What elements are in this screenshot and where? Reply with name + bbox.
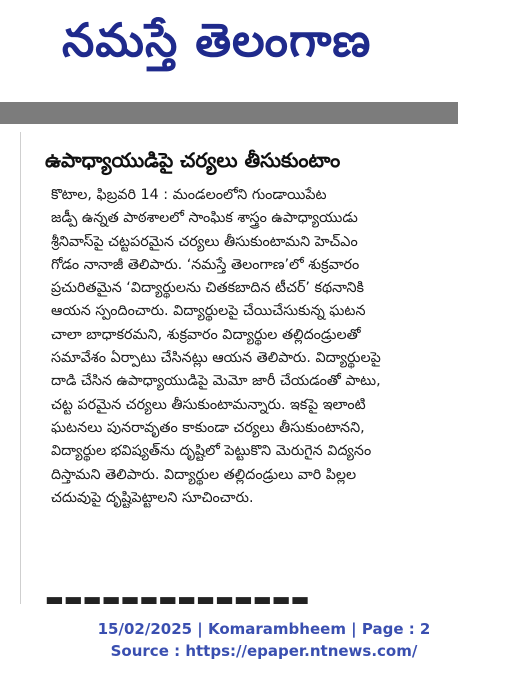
clipping-footer [0,618,528,662]
article-line: ప్రచురితమైన ‘విద్యార్థులను చితకబాదిన టీచర్‌’ కథనానికి [51,280,364,297]
news-clipping [20,132,492,604]
edition-info: 15/02/2025 | Komarambheem | Page : 2 [97,620,431,638]
article-line: విద్యార్థుల భవిష్యత్‌ను దృష్టిలో పెట్టుకొని మెరుగైన విద్యనం [51,443,372,460]
article-line: శ్రీనివాస్‌పై చట్టపరమైన చర్యలు తీసుకుంటామని హెచ్‌ఎం [51,233,358,250]
article-headline: ఉపాధ్యాయుడిపై చర్యలు తీసుకుంటాం [45,148,341,172]
next-article-headline-cut: ▬▬▬▬▬▬▬▬▬▬▬▬▬▬ [45,587,310,604]
header-divider-bar [0,102,458,124]
article-body [51,184,481,510]
article-line: ఘటనలు పునరావృతం కాకుండా చర్యలు తీసుకుంటానని, [51,419,365,436]
article-line: ఆయన స్పందించారు. విద్యార్థులపై చేయిచేసుకున్న ఘటన [51,303,366,320]
article-line: జడ్పీ ఉన్నత పాఠశాలలో సాంఘిక శాస్త్రం ఉపాధ్యాయుడు [51,210,358,227]
newspaper-masthead: నమస్తే తెలంగాణ [62,13,372,67]
article-line: గోడం నానాజీ తెలిపారు. ‘నమస్తే తెలంగాణ’లో శుక్రవారం [51,256,360,273]
source-url[interactable]: Source : https://epaper.ntnews.com/ [110,642,418,660]
article-line: దాడి చేసిన ఉపాధ్యాయుడిపై మెమో జారీ చేయడంతో పాటు, [51,373,381,390]
article-line: చదువుపై దృష్టిపెట్టాలని సూచించారు. [51,489,254,506]
article-line: కొటాల, ఫిబ్రవరి 14 : మండలంలోని గుండాయిపేట [51,187,327,203]
article-line: చాలా బాధాకరమని, శుక్రవారం విద్యార్థుల తల్లిదండ్రులతో [51,326,361,343]
article-line: దిస్తామని తెలిపారు. విద్యార్థుల తల్లిదండ్రులు వారి పిల్లల [51,466,357,483]
article-line: చట్ట పరమైన చర్యలు తీసుకుంటామన్నారు. ఇకపై ఇలాంటి [51,396,366,413]
article-line: సమావేశం ఏర్పాటు చేసినట్లు ఆయన తెలిపారు. విద్యార్థులపై [51,350,381,367]
